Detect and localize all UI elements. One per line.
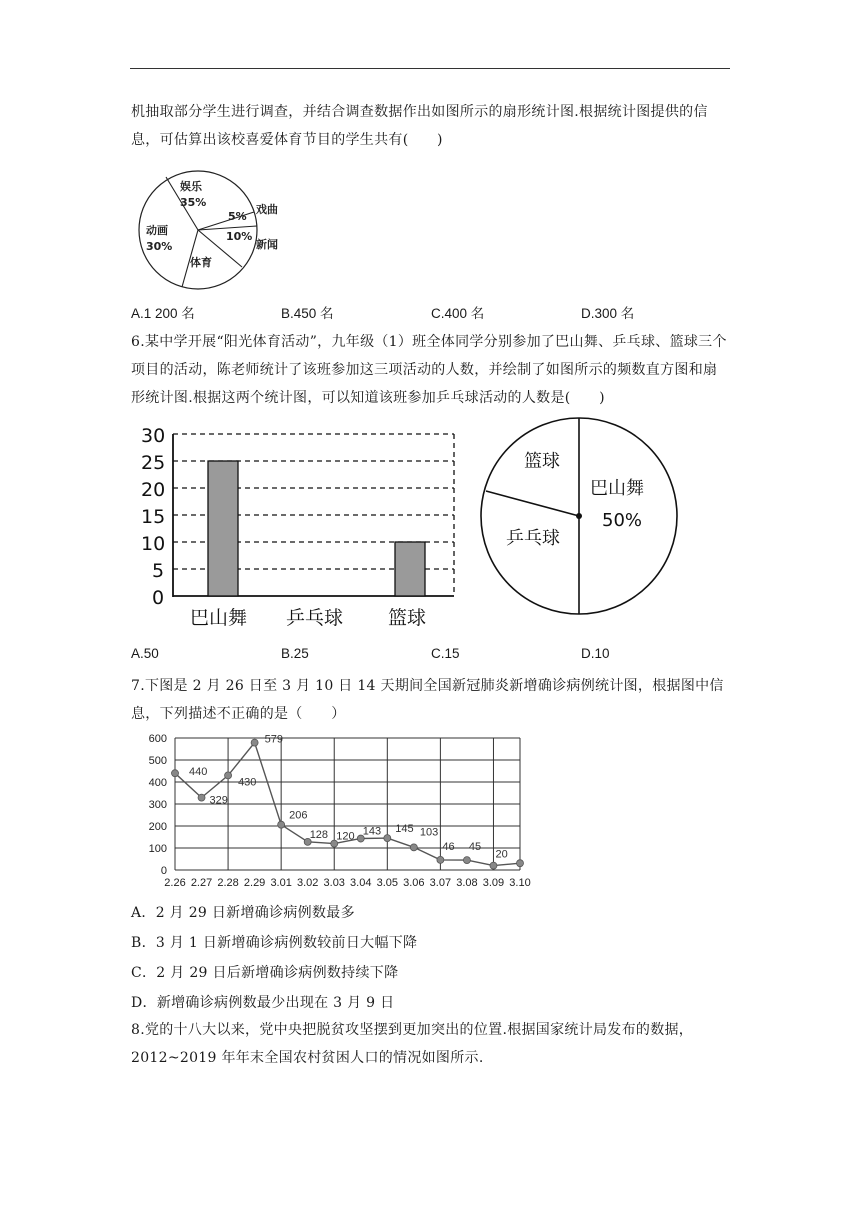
data-label: 46 (442, 840, 455, 853)
data-point (278, 821, 285, 828)
pie-label-xiqu: 戏曲 (256, 203, 278, 216)
data-point (198, 794, 205, 801)
pie-label-xinwen: 新闻 (256, 238, 278, 251)
x-category: 乒乓球 (286, 607, 344, 629)
q6-bar-chart (138, 424, 468, 634)
data-label: 440 (189, 766, 208, 779)
y-tick: 15 (141, 506, 166, 528)
x-tick-label: 2.29 (243, 877, 266, 889)
bar-bashanwu (208, 461, 238, 596)
pie-pct-xiqu: 5% (228, 210, 247, 223)
data-label: 128 (309, 828, 329, 841)
x-tick-label: 2.27 (190, 877, 213, 889)
x-tick-label: 2.26 (164, 877, 186, 889)
q5-option-c[interactable]: C.400 名 (431, 306, 485, 321)
data-point (384, 835, 391, 842)
header-rule (130, 68, 730, 69)
data-label: 329 (209, 794, 228, 807)
q6-option-b[interactable]: B.25 (281, 646, 309, 661)
y-tick: 5 (152, 560, 165, 582)
pie-pct-donghua: 30% (146, 240, 173, 253)
x-tick-label: 3.03 (323, 877, 345, 889)
x-tick-label: 2.28 (217, 877, 239, 889)
x-tick-label: 3.09 (482, 877, 505, 889)
y-tick-label: 0 (160, 865, 167, 877)
q7-choice-d[interactable]: D．新增确诊病例数最少出现在 3 月 9 日 (131, 995, 395, 1011)
q5-pie-chart (128, 168, 288, 292)
q6-text: 6.某中学开展“阳光体育活动”，九年级（1）班全体同学分别参加了巴山舞、乒乓球、篮球三个项目的活动，陈老师统计了该班参加这三项活动的人数，并绘制了如图所示的频数直方图和扇形统计图.根据这两个统计图，可以知道该班参加乒乓球活动的人数是( ) (131, 334, 727, 406)
x-category: 巴山舞 (190, 607, 248, 629)
data-label: 103 (419, 826, 439, 839)
data-point (437, 856, 444, 863)
data-point (172, 770, 179, 777)
data-label: 120 (336, 830, 355, 843)
q7-choice-a[interactable]: A．2 月 29 日新增确诊病例数最多 (131, 905, 355, 921)
q8-text: 8.党的十八大以来，党中央把脱贫攻坚摆到更加突出的位置.根据国家统计局发布的数据，2012~2019 年年末全国农村贫困人口的情况如图所示. (131, 1022, 694, 1066)
pie-label-donghua: 动画 (146, 224, 168, 237)
q5-option-d[interactable]: D.300 名 (581, 306, 635, 321)
q7-line-chart (142, 732, 542, 890)
y-tick: 10 (141, 533, 166, 555)
y-tick: 20 (141, 479, 166, 501)
y-tick-label: 500 (148, 755, 167, 767)
data-point (490, 862, 497, 869)
y-tick-label: 600 (148, 733, 167, 745)
x-tick-label: 3.07 (429, 877, 452, 889)
q7-choice-c[interactable]: C．2 月 29 日后新增确诊病例数持续下降 (131, 965, 399, 981)
data-point (517, 860, 524, 867)
data-label: 145 (395, 823, 414, 836)
y-tick-label: 400 (148, 777, 167, 789)
data-label: 579 (264, 733, 283, 746)
pie-pct-bashanwu: 50% (602, 510, 643, 531)
q5-options (131, 302, 691, 322)
y-tick: 30 (141, 425, 166, 447)
y-tick-label: 100 (148, 843, 167, 855)
pie-label-pingpang: 乒乓球 (506, 528, 560, 549)
bar-lanqiu (395, 542, 425, 596)
x-tick-label: 3.10 (509, 877, 531, 889)
pie-label-bashanwu: 巴山舞 (590, 478, 644, 499)
y-tick: 0 (152, 587, 165, 609)
q5-option-b[interactable]: B.450 名 (281, 306, 334, 321)
x-tick-label: 3.01 (270, 877, 292, 889)
data-label: 430 (238, 776, 257, 789)
data-label: 20 (495, 848, 508, 861)
q5-text: 机抽取部分学生进行调查，并结合调查数据作出如图所示的扇形统计图.根据统计图提供的信息，可估算出该校喜爱体育节目的学生共有( ) (131, 104, 708, 148)
x-tick-label: 3.08 (456, 877, 478, 889)
y-tick: 25 (141, 452, 166, 474)
q6-option-c[interactable]: C.15 (431, 646, 460, 661)
pie-label-tiyu: 体育 (190, 256, 212, 269)
data-point (410, 844, 417, 851)
data-label: 206 (289, 809, 308, 822)
data-label: 143 (362, 825, 382, 838)
q5-option-a[interactable]: A.1 200 名 (131, 306, 195, 321)
data-point (463, 857, 470, 864)
x-tick-label: 3.02 (296, 877, 319, 889)
x-tick-label: 3.05 (376, 877, 399, 889)
q7-text: 7.下图是 2 月 26 日至 3 月 10 日 14 天期间全国新冠肺炎新增确诊病例统计图，根据图中信息，下列描述不正确的是（ ） (131, 678, 724, 722)
y-tick-label: 300 (148, 799, 167, 811)
pie-label-lanqiu: 篮球 (524, 451, 560, 472)
pie-label-yule: 娱乐 (180, 180, 202, 193)
pie-pct-yule: 35% (180, 196, 207, 209)
q6-option-d[interactable]: D.10 (581, 646, 610, 661)
q6-options (131, 646, 691, 666)
data-label: 45 (468, 841, 482, 854)
q6-pie-chart (476, 412, 686, 622)
x-tick-label: 3.06 (403, 877, 425, 889)
y-tick-label: 200 (148, 821, 167, 833)
x-tick-label: 3.04 (350, 877, 372, 889)
data-point (251, 739, 258, 746)
x-category: 篮球 (388, 607, 427, 629)
q6-option-a[interactable]: A.50 (131, 646, 159, 661)
pie-pct-xinwen: 10% (226, 230, 253, 243)
data-point (225, 772, 232, 779)
q7-choice-b[interactable]: B．3 月 1 日新增确诊病例数较前日大幅下降 (131, 935, 418, 951)
